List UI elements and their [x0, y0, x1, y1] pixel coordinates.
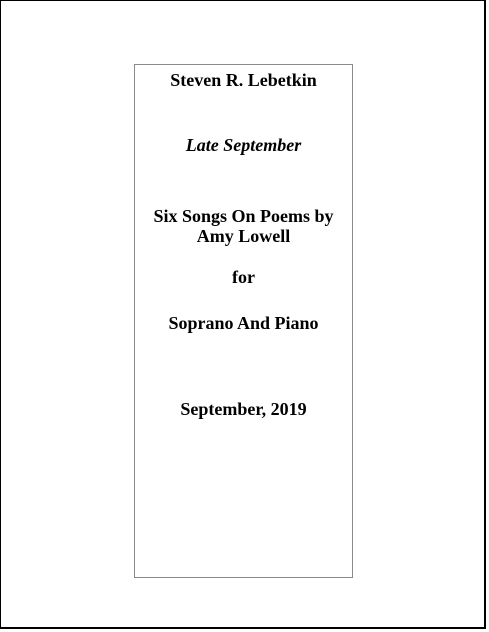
subtitle-line-2: Amy Lowell — [196, 226, 291, 246]
title-frame — [134, 64, 353, 578]
for-label: for — [232, 267, 255, 287]
composition-date: September, 2019 — [180, 399, 307, 419]
instrumentation: Soprano And Piano — [168, 313, 319, 333]
subtitle-line-1: Six Songs On Poems by — [153, 206, 334, 226]
work-title: Late September — [185, 135, 302, 155]
composer-name: Steven R. Lebetkin — [170, 70, 317, 90]
